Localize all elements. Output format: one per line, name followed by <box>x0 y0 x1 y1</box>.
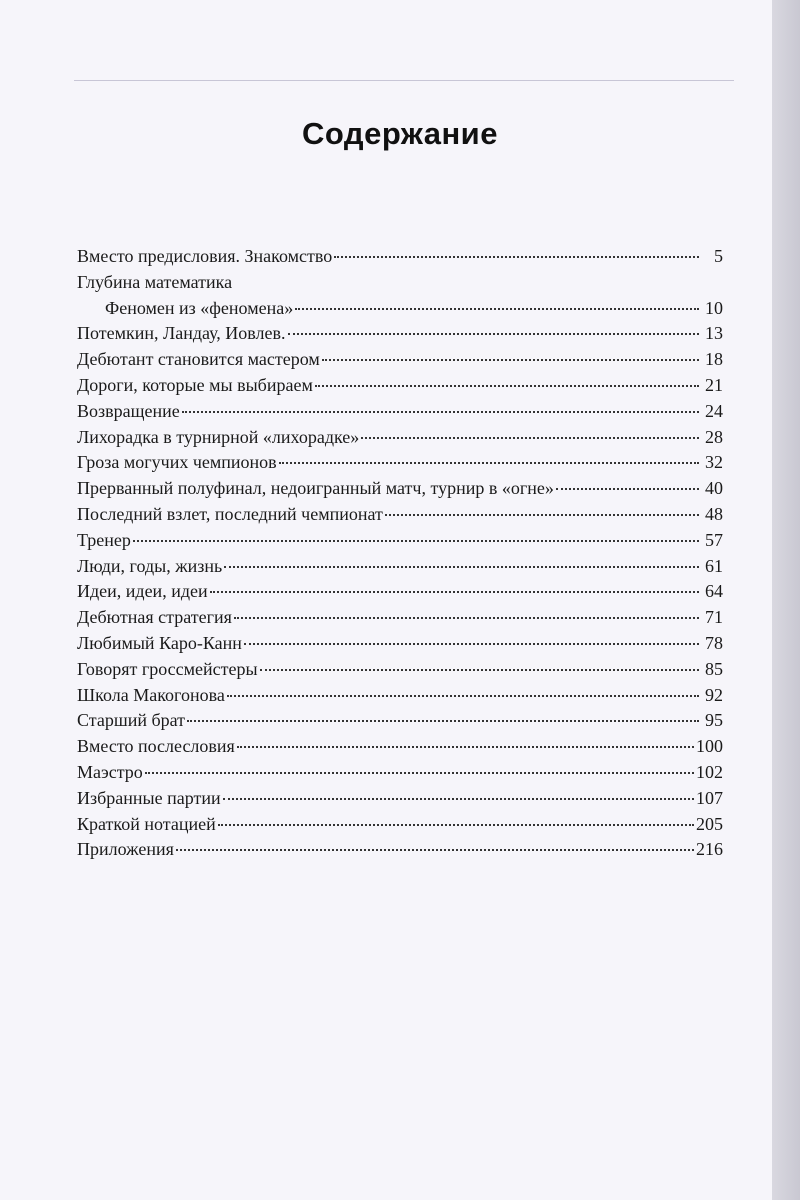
toc-entry-page: 78 <box>705 632 723 653</box>
toc-entry <box>77 760 723 786</box>
toc-entry-page: 5 <box>714 246 723 266</box>
toc-entry-title: Школа Макогонова <box>77 684 225 705</box>
toc-entry <box>77 579 723 605</box>
toc-entry-title: Глубина математика <box>77 271 233 292</box>
toc-entry <box>77 373 723 399</box>
toc-entry-page: 18 <box>705 349 723 370</box>
toc-entry-title: Потемкин, Ландау, Иовлев. <box>77 323 286 344</box>
dot-leader <box>210 591 699 593</box>
toc-entry-title: Люди, годы, жизнь <box>77 555 223 576</box>
toc-entry <box>77 347 723 373</box>
toc-entry-page: 40 <box>705 478 723 499</box>
dot-leader <box>295 308 699 310</box>
toc-entry <box>77 425 723 451</box>
dot-leader <box>315 385 699 387</box>
toc-entry-title: Говорят гроссмейстеры <box>77 658 258 679</box>
dot-leader <box>244 643 699 645</box>
toc-entry-title: Идеи, идеи, идеи <box>77 581 208 602</box>
toc-entry-title: Старший брат <box>77 710 186 731</box>
dot-leader <box>385 514 699 516</box>
toc-entry-title: Любимый Каро-Канн <box>77 632 242 653</box>
toc-entry-page: 205 <box>696 813 723 834</box>
dot-leader <box>176 849 694 851</box>
toc-entry-page: 21 <box>705 374 723 395</box>
dot-leader <box>224 566 699 568</box>
toc-entry-page: 28 <box>705 426 723 447</box>
toc-entry-page: 61 <box>705 555 723 576</box>
toc-entry-title: Дороги, которые мы выбираем <box>77 374 313 395</box>
dot-leader <box>556 488 699 490</box>
dot-leader <box>227 695 699 697</box>
toc-entry <box>77 683 723 709</box>
toc-entry <box>77 708 723 734</box>
toc-entry-title: Дебютант становится мастером <box>77 349 320 370</box>
toc-entry-page: 95 <box>705 710 723 731</box>
dot-leader <box>361 437 699 439</box>
toc-entry-title: Вместо послесловия <box>77 736 235 757</box>
toc-entry-title: Тренер <box>77 529 131 550</box>
toc-entry-page: 13 <box>705 323 723 344</box>
toc-entry-page: 24 <box>705 400 723 421</box>
toc-entry-title: Маэстро <box>77 761 143 782</box>
dot-leader <box>187 720 699 722</box>
dot-leader <box>288 333 699 335</box>
toc-entry-page: 10 <box>705 297 723 318</box>
toc-entry <box>77 631 723 657</box>
dot-leader <box>234 617 699 619</box>
toc-entry <box>77 554 723 580</box>
dot-leader <box>182 411 699 413</box>
toc-entry <box>77 657 723 683</box>
toc-entry <box>77 399 723 425</box>
toc-entry-title: Лихорадка в турнирной «лихорадке» <box>77 426 360 447</box>
toc-entry-title: Прерванный полуфинал, недоигранный матч, турнир в «огне» <box>77 478 554 499</box>
toc-entry-title: Краткой нотацией <box>77 813 216 834</box>
toc-entry-page: 32 <box>705 452 723 473</box>
dot-leader <box>218 824 694 826</box>
toc-entry <box>77 812 723 838</box>
toc-entry-title: Вместо предисловия. Знакомство <box>77 246 333 266</box>
toc-entry-page: 107 <box>696 787 723 808</box>
toc-entry <box>77 734 723 760</box>
toc-entry <box>77 837 723 863</box>
dot-leader <box>133 540 699 542</box>
toc-entry-page: 71 <box>705 607 723 628</box>
table-of-contents <box>77 244 723 863</box>
toc-entry-title: Гроза могучих чемпионов <box>77 452 277 473</box>
toc-entry-title: Феномен из «феномена» <box>105 297 294 318</box>
dot-leader <box>237 746 694 748</box>
toc-entry <box>77 296 723 322</box>
toc-entry <box>77 270 723 296</box>
page-edge <box>772 0 800 1200</box>
toc-entry-title: Приложения <box>77 839 174 860</box>
dot-leader <box>334 256 699 258</box>
dot-leader <box>322 359 699 361</box>
toc-entry <box>77 605 723 631</box>
toc-entry-page: 85 <box>705 658 723 679</box>
toc-entry-page: 102 <box>696 761 723 782</box>
toc-entry-title: Избранные партии <box>77 787 221 808</box>
toc-entry-page: 216 <box>696 839 723 860</box>
toc-entry <box>77 476 723 502</box>
toc-entry-title: Дебютная стратегия <box>77 607 232 628</box>
toc-entry-page: 100 <box>696 736 723 757</box>
toc-entry <box>77 450 723 476</box>
toc-entry-title: Возвращение <box>77 400 180 421</box>
page-title: Содержание <box>302 116 498 151</box>
dot-leader <box>145 772 694 774</box>
toc-entry <box>77 528 723 554</box>
toc-entry <box>77 786 723 812</box>
dot-leader <box>279 462 699 464</box>
toc-entry-title: Последний взлет, последний чемпионат <box>77 503 383 524</box>
toc-entry-page: 92 <box>705 684 723 705</box>
toc-entry <box>77 321 723 347</box>
toc-entry-page: 57 <box>705 529 723 550</box>
toc-entry <box>77 244 723 270</box>
header-rule <box>74 80 734 81</box>
toc-entry <box>77 502 723 528</box>
dot-leader <box>260 669 699 671</box>
toc-entry-page: 64 <box>705 581 723 602</box>
dot-leader <box>223 798 694 800</box>
toc-entry-page: 48 <box>705 503 723 524</box>
